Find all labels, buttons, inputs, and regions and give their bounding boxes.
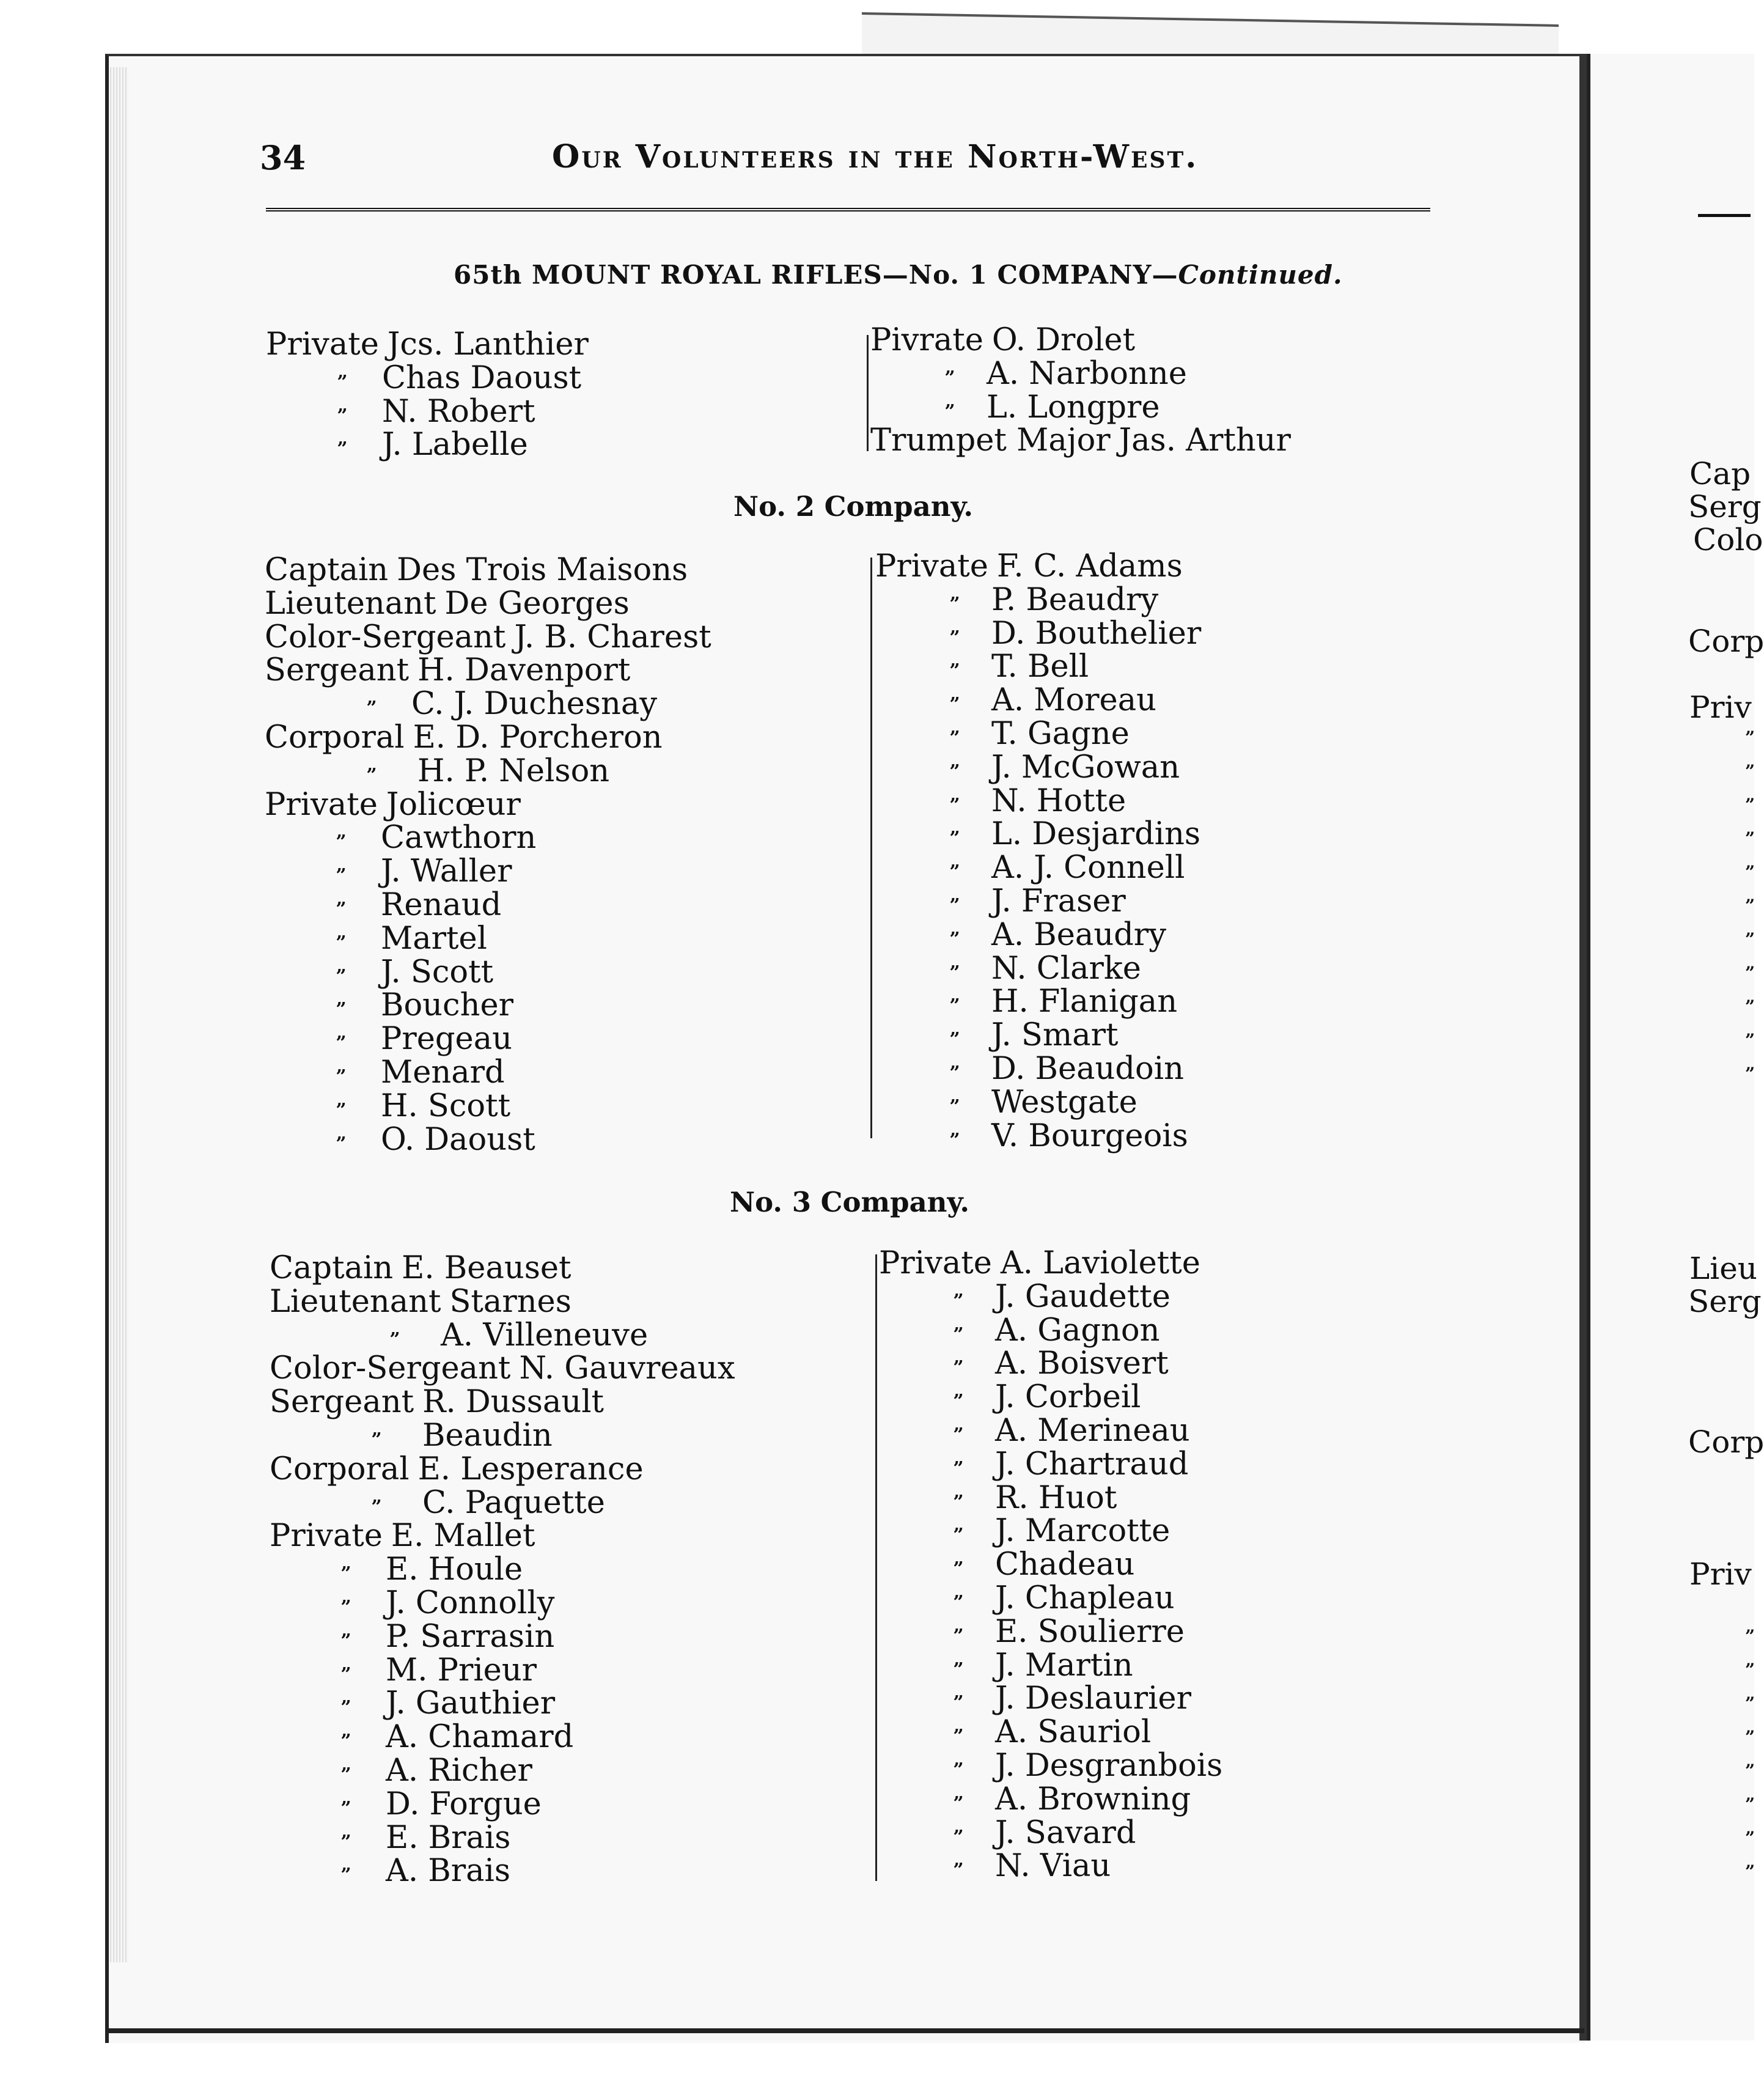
member-name: A. Gagnon: [995, 1312, 1160, 1349]
rank-label: Lieutenant: [270, 1283, 441, 1320]
page-bottom-edge: [105, 2028, 1584, 2033]
roster-entry: [879, 1381, 1222, 1415]
facing-fragment-color: Colo: [1693, 522, 1763, 558]
member-name: A. Chamard: [386, 1719, 574, 1756]
member-name: A. J. Connell: [991, 850, 1185, 886]
member-name: J. Chartraud: [995, 1446, 1189, 1482]
member-name: C. J. Duchesnay: [411, 686, 658, 723]
roster-entry: [875, 617, 1201, 651]
rank-label: Sergeant: [270, 1384, 414, 1421]
facing-fragment-corporal-2: Corp: [1688, 1424, 1764, 1460]
facing-fragment-private: Priv: [1689, 690, 1752, 725]
member-name: Martel: [381, 920, 487, 957]
ditto-mark: ”: [340, 1697, 351, 1719]
facing-fragment-sergeant-2: Serg: [1688, 1284, 1762, 1319]
ditto-mark: ”: [336, 1099, 347, 1121]
rank-label: Private: [875, 548, 988, 584]
roster-entry: [875, 818, 1201, 852]
member-name: E. Houle: [386, 1551, 523, 1588]
roster-entry: [270, 1754, 735, 1788]
ditto-mark: ”: [949, 727, 960, 749]
facing-page-ditto-mark: ”: [1745, 896, 1755, 916]
roster-entry: [875, 885, 1201, 919]
facing-page-ditto-mark: ”: [1745, 1064, 1755, 1084]
ditto-mark: ”: [389, 1328, 400, 1350]
roster-entry: [270, 1419, 735, 1453]
roster-entry: [879, 1783, 1222, 1817]
ditto-mark: ”: [953, 1558, 964, 1580]
facing-page-ditto-mark: ”: [1745, 761, 1755, 781]
member-name: F. C. Adams: [996, 548, 1183, 584]
roster-entry: [265, 855, 711, 889]
rank-label: Color-Sergeant: [265, 619, 506, 655]
ditto-mark: ”: [953, 1491, 964, 1513]
ditto-mark: ”: [944, 367, 955, 389]
rank-label: Private: [266, 326, 379, 363]
roster-entry: [270, 1721, 735, 1754]
roster-entry: [875, 650, 1201, 684]
facing-page-ditto-mark: ”: [1745, 996, 1755, 1017]
roster-entry: [879, 1314, 1222, 1348]
ditto-mark: ”: [953, 1323, 964, 1345]
member-name: E. Lesperance: [417, 1451, 644, 1487]
ditto-mark: ”: [949, 962, 960, 984]
roster-entry: [870, 355, 1291, 392]
member-name: E. Mallet: [391, 1518, 535, 1555]
facing-page-ditto-mark: ”: [1745, 1794, 1755, 1814]
facing-page-ditto-mark: ”: [1745, 795, 1755, 815]
member-name: L. Desjardins: [991, 816, 1201, 853]
rank-label: Captain: [270, 1250, 394, 1286]
member-name: Menard: [381, 1054, 505, 1091]
roster-entry: [879, 1613, 1222, 1650]
roster-entry: [270, 1855, 735, 1888]
roster-entry: [270, 1352, 735, 1386]
facing-page-ditto-mark: ”: [1745, 1693, 1755, 1713]
roster-entry: [270, 1252, 735, 1286]
roster-entry: [265, 822, 711, 855]
roster-entry: [870, 391, 1291, 425]
ditto-mark: ”: [336, 831, 347, 853]
ditto-mark: ”: [953, 1692, 964, 1714]
roster-entry: [879, 1850, 1222, 1883]
member-name: O. Drolet: [991, 322, 1136, 358]
member-name: A. Richer: [386, 1752, 532, 1789]
ditto-mark: ”: [949, 760, 960, 782]
ditto-mark: ”: [340, 1864, 351, 1886]
ditto-mark: ”: [953, 1726, 964, 1748]
member-name: J. Connolly: [386, 1585, 555, 1621]
member-name: E. Brais: [386, 1819, 511, 1856]
member-name: J. Scott: [381, 954, 494, 990]
member-name: Des Trois Maisons: [397, 552, 688, 588]
member-name: J. McGowan: [991, 749, 1180, 786]
rank-label: Private: [265, 786, 378, 823]
member-name: E. Soulierre: [995, 1613, 1185, 1650]
roster-entry: [270, 1283, 735, 1320]
rank-label: Corporal: [270, 1451, 410, 1487]
member-name: J. Savard: [995, 1814, 1136, 1851]
member-name: A. Brais: [386, 1853, 510, 1890]
ditto-mark: ”: [337, 405, 348, 427]
section-heading-continued: Continued.: [1178, 260, 1343, 290]
ditto-mark: ”: [371, 1496, 382, 1518]
company2-right-column: [875, 550, 1201, 1153]
roster-entry: [875, 782, 1201, 819]
right-page: [1587, 54, 1754, 2041]
facing-page-ditto-mark: ”: [1745, 1727, 1755, 1747]
ditto-mark: ”: [371, 1429, 382, 1451]
ditto-mark: ”: [953, 1591, 964, 1613]
ditto-mark: ”: [340, 1596, 351, 1618]
company3-title: No. 3 Company.: [730, 1186, 970, 1218]
rank-label: Private: [270, 1518, 383, 1555]
roster-entry: [879, 1747, 1223, 1784]
member-name: J. Gauthier: [386, 1685, 556, 1722]
facing-page-rule: [1698, 214, 1751, 217]
roster-entry: [265, 554, 711, 587]
roster-entry: [266, 393, 589, 430]
member-name: Boucher: [381, 987, 513, 1024]
facing-page-ditto-mark: ”: [1745, 727, 1755, 748]
rank-label: Sergeant: [265, 652, 410, 689]
ditto-mark: ”: [953, 1290, 964, 1312]
ditto-mark: ”: [949, 928, 960, 950]
roster-entry: [270, 1386, 735, 1419]
facing-fragment-private-2: Priv: [1689, 1556, 1752, 1592]
member-name: J. Fraser: [991, 883, 1126, 919]
member-name: Starnes: [449, 1283, 571, 1320]
member-name: E. D. Porcheron: [413, 719, 663, 756]
member-name: J. Labelle: [382, 427, 528, 463]
roster-entry: [270, 1587, 735, 1621]
roster-entry: [265, 1023, 711, 1056]
roster-entry: [270, 1319, 735, 1353]
member-name: A. Boisvert: [995, 1345, 1169, 1382]
facing-page-ditto-mark: ”: [1745, 929, 1755, 949]
roster-entry: [879, 1716, 1222, 1750]
member-name: A. Browning: [995, 1781, 1191, 1817]
ditto-mark: ”: [949, 1129, 960, 1151]
roster-entry: [879, 1448, 1222, 1482]
ditto-mark: ”: [366, 697, 377, 720]
member-name: V. Bourgeois: [991, 1117, 1188, 1154]
member-name: J. Chapleau: [995, 1580, 1175, 1616]
roster-entry: [879, 1412, 1222, 1449]
roster-entry: [266, 429, 589, 462]
rank-label: Pivrate: [870, 322, 983, 358]
ditto-mark: ”: [949, 828, 960, 850]
member-name: A. Narbonne: [987, 355, 1187, 392]
roster-entry: [265, 654, 711, 688]
rank-label: Captain: [265, 552, 389, 588]
member-name: N. Hotte: [991, 782, 1126, 819]
roster-entry: [270, 1788, 735, 1822]
ditto-mark: ”: [336, 898, 347, 920]
member-name: P. Sarrasin: [386, 1618, 555, 1655]
company2-title: No. 2 Company.: [733, 490, 974, 523]
roster-entry: [875, 684, 1201, 718]
facing-page-ditto-mark: ”: [1745, 862, 1755, 882]
header-rule: [266, 208, 1430, 212]
roster-entry: [265, 956, 711, 990]
roster-entry: [270, 1687, 735, 1721]
column-divider: [875, 1254, 877, 1881]
roster-entry: [875, 916, 1201, 953]
ditto-mark: ”: [953, 1860, 964, 1882]
ditto-mark: ”: [949, 1095, 960, 1117]
roster-entry: [265, 1056, 711, 1090]
facing-page-ditto-mark: ”: [1745, 1626, 1755, 1646]
company1-left-column: [266, 328, 589, 462]
company3-right-column: [879, 1247, 1222, 1883]
roster-entry: [879, 1247, 1222, 1281]
roster-entry: [875, 852, 1201, 885]
member-name: J. Marcotte: [995, 1513, 1170, 1550]
roster-entry: [875, 985, 1201, 1019]
ditto-mark: ”: [944, 400, 955, 422]
facing-page-ditto-mark: ”: [1745, 1660, 1755, 1680]
ditto-mark: ”: [340, 1663, 351, 1685]
member-name: L. Longpre: [987, 389, 1160, 425]
member-name: J. Martin: [995, 1647, 1133, 1684]
rank-label: Trumpet Major: [870, 422, 1111, 459]
ditto-mark: ”: [953, 1391, 964, 1413]
ditto-mark: ”: [949, 894, 960, 916]
ditto-mark: ”: [953, 1826, 964, 1848]
ditto-mark: ”: [953, 1792, 964, 1814]
member-name: T. Bell: [991, 649, 1089, 685]
member-name: Chadeau: [995, 1547, 1135, 1583]
ditto-mark: ”: [949, 627, 960, 649]
member-name: J. Waller: [381, 853, 512, 890]
roster-entry: [266, 359, 589, 396]
facing-page-ditto-mark: ”: [1745, 828, 1755, 848]
member-name: J. Smart: [991, 1017, 1119, 1054]
running-head: Our Volunteers in the North-West.: [552, 138, 1199, 175]
member-name: J. B. Charest: [514, 619, 711, 655]
roster-entry: [879, 1347, 1222, 1381]
ditto-mark: ”: [366, 764, 377, 786]
page-edges: [110, 67, 128, 1962]
ditto-mark: ”: [949, 660, 960, 682]
ditto-mark: ”: [336, 865, 347, 887]
ditto-mark: ”: [949, 861, 960, 883]
roster-entry: [265, 1121, 711, 1158]
ditto-mark: ”: [949, 1029, 960, 1051]
member-name: Beaudin: [422, 1417, 553, 1454]
roster-entry: [875, 550, 1201, 584]
member-name: Renaud: [381, 886, 502, 923]
ditto-mark: ”: [340, 1764, 351, 1786]
ditto-mark: ”: [949, 1062, 960, 1084]
ditto-mark: ”: [337, 438, 348, 460]
ditto-mark: ”: [953, 1424, 964, 1446]
roster-entry: [265, 1090, 711, 1124]
ditto-mark: ”: [340, 1563, 351, 1585]
member-name: Westgate: [991, 1084, 1137, 1121]
ditto-mark: ”: [340, 1797, 351, 1819]
roster-entry: [270, 1484, 735, 1521]
roster-entry: [879, 1814, 1222, 1851]
member-name: O. Daoust: [381, 1121, 535, 1158]
member-name: N. Robert: [382, 393, 535, 430]
roster-entry: [265, 989, 711, 1023]
column-divider: [867, 335, 869, 451]
ditto-mark: ”: [953, 1759, 964, 1781]
member-name: R. Huot: [995, 1479, 1117, 1516]
roster-entry: [875, 1117, 1201, 1154]
member-name: T. Gagne: [991, 715, 1130, 752]
member-name: N. Viau: [995, 1848, 1111, 1885]
member-name: N. Gauvreaux: [519, 1350, 735, 1387]
page-header: [260, 138, 1433, 181]
ditto-mark: ”: [953, 1625, 964, 1647]
page-number: 34: [260, 138, 306, 177]
member-name: N. Clarke: [991, 950, 1141, 987]
member-name: D. Beaudoin: [991, 1050, 1184, 1087]
member-name: J. Corbeil: [995, 1379, 1141, 1416]
roster-entry: [879, 1548, 1222, 1582]
member-name: D. Forgue: [386, 1786, 542, 1822]
member-name: Pregeau: [381, 1021, 512, 1058]
roster-entry: [879, 1682, 1222, 1716]
member-name: C. Paquette: [422, 1484, 605, 1521]
roster-entry: [265, 786, 711, 823]
member-name: D. Bouthelier: [991, 615, 1202, 652]
roster-entry: [879, 1515, 1222, 1548]
rank-label: Private: [879, 1245, 992, 1281]
ditto-mark: ”: [340, 1731, 351, 1753]
member-name: A. Moreau: [991, 682, 1156, 719]
ditto-mark: ”: [336, 1032, 347, 1055]
member-name: A. Villeneuve: [441, 1317, 649, 1353]
roster-entry: [875, 952, 1201, 986]
roster-entry: [270, 1553, 735, 1587]
roster-entry: [879, 1278, 1222, 1315]
facing-page-ditto-mark: ”: [1745, 963, 1755, 983]
company2-left-column: [265, 554, 711, 1157]
facing-page-ditto-mark: ”: [1745, 1761, 1755, 1781]
ditto-mark: ”: [949, 593, 960, 615]
ditto-mark: ”: [336, 1066, 347, 1088]
roster-entry: [265, 922, 711, 956]
company1-right-column: [870, 324, 1291, 458]
member-name: H. Scott: [381, 1088, 511, 1124]
ditto-mark: ”: [953, 1525, 964, 1547]
ditto-mark: ”: [336, 1133, 347, 1155]
member-name: R. Dussault: [422, 1384, 605, 1421]
roster-entry: [270, 1618, 735, 1655]
member-name: J. Deslaurier: [995, 1680, 1191, 1717]
member-name: H. Flanigan: [991, 984, 1178, 1020]
roster-entry: [270, 1654, 735, 1688]
company3-left-column: [270, 1252, 735, 1888]
facing-fragment-sergeant: Serg: [1688, 489, 1762, 524]
roster-entry: [879, 1582, 1222, 1616]
roster-entry: [875, 715, 1201, 752]
roster-entry: [870, 324, 1291, 358]
member-name: Chas Daoust: [382, 359, 582, 396]
member-name: Jolicœur: [386, 786, 521, 823]
roster-entry: [875, 751, 1201, 785]
roster-entry: [875, 1086, 1201, 1120]
member-name: De Georges: [444, 585, 630, 622]
facing-fragment-corporal: Corp: [1688, 624, 1764, 659]
roster-entry: [270, 1453, 735, 1487]
column-divider: [870, 558, 872, 1138]
ditto-mark: ”: [340, 1630, 351, 1652]
facing-fragment-captain: Cap: [1689, 456, 1751, 491]
roster-entry: [270, 1520, 735, 1553]
roster-entry: [879, 1649, 1222, 1683]
facing-fragment-lieutenant: Lieu: [1689, 1251, 1757, 1286]
section-heading-main: 65th MOUNT ROYAL RIFLES—No. 1 COMPANY—: [454, 260, 1178, 290]
ditto-mark: ”: [949, 995, 960, 1017]
facing-page-ditto-mark: ”: [1745, 1828, 1755, 1848]
member-name: J. Desgranbois: [995, 1747, 1223, 1784]
rank-label: Lieutenant: [265, 585, 436, 622]
member-name: A. Sauriol: [995, 1714, 1152, 1751]
roster-entry: [265, 587, 711, 621]
ditto-mark: ”: [336, 932, 347, 954]
member-name: A. Merineau: [995, 1412, 1190, 1449]
roster-entry: [870, 424, 1291, 458]
member-name: A. Beaudry: [991, 916, 1167, 953]
ditto-mark: ”: [953, 1457, 964, 1479]
roster-entry: [265, 721, 711, 755]
roster-entry: [265, 688, 711, 721]
roster-entry: [265, 755, 711, 789]
ditto-mark: ”: [336, 999, 347, 1021]
member-name: J. Gaudette: [995, 1278, 1170, 1315]
ditto-mark: ”: [340, 1831, 351, 1853]
roster-entry: [270, 1819, 735, 1856]
roster-entry: [875, 581, 1201, 618]
rank-label: Color-Sergeant: [270, 1350, 511, 1387]
ditto-mark: ”: [949, 794, 960, 816]
ditto-mark: ”: [337, 371, 348, 393]
roster-entry: [879, 1479, 1222, 1516]
member-name: Jas. Arthur: [1119, 422, 1291, 459]
member-name: Jcs. Lanthier: [387, 326, 589, 363]
roster-entry: [266, 328, 589, 362]
ditto-mark: ”: [953, 1357, 964, 1379]
member-name: E. Beauset: [402, 1250, 571, 1286]
member-name: H. Davenport: [417, 652, 631, 689]
roster-entry: [875, 1050, 1201, 1087]
roster-entry: [875, 1019, 1201, 1053]
member-name: M. Prieur: [386, 1652, 537, 1688]
ditto-mark: ”: [336, 965, 347, 987]
ditto-mark: ”: [953, 1658, 964, 1680]
roster-entry: [265, 886, 711, 923]
rank-label: Corporal: [265, 719, 405, 756]
member-name: H. P. Nelson: [417, 753, 610, 789]
member-name: P. Beaudry: [991, 581, 1159, 618]
member-name: Cawthorn: [381, 820, 537, 856]
facing-page-ditto-mark: ”: [1745, 1030, 1755, 1050]
member-name: A. Laviolette: [1000, 1245, 1200, 1281]
ditto-mark: ”: [949, 694, 960, 716]
roster-entry: [265, 621, 711, 655]
facing-page-ditto-mark: ”: [1745, 1861, 1755, 1882]
